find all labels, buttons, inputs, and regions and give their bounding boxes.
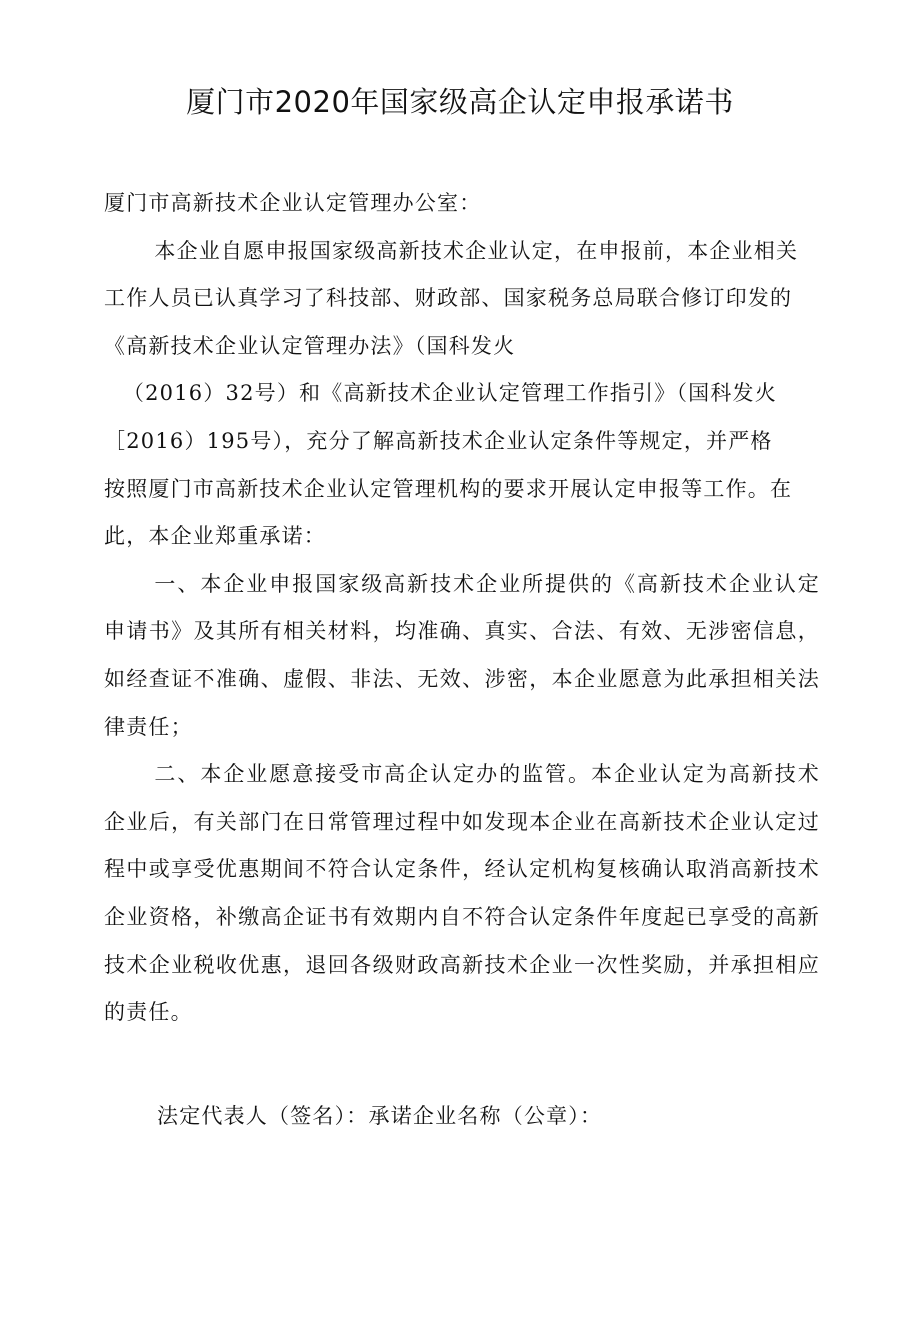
intro-line: 此，本企业郑重承诺： [104,524,326,549]
clause-one: 一、本企业申报国家级高新技术企业所提供的《高新技术企业认定申请书》及其所有相关材料，均准确、真实、合法、有效、无涉密信息，如经查证不准确、虚假、非法、无效、涉密，本企业愿意为此承担相关法律责任； [104,571,820,739]
intro-line: 工作人员已认真学习了科技部、财政部、国家税务总局联合修订印发的 [104,286,793,311]
intro-paragraph [104,228,820,561]
document-body [104,180,820,1037]
intro-line: 《高新技术企业认定管理办法》（国科发火 [104,333,516,358]
intro-line: 按照厦门市高新技术企业认定管理机构的要求开展认定申报等工作。在 [104,476,793,501]
clause-two: 二、本企业愿意接受市高企认定办的监管。本企业认定为高新技术企业后，有关部门在日常管理过程中如发现本企业在高新技术企业认定过程中或享受优惠期间不符合认定条件，经认定机构复核确认取消高新技术企业资格，补缴高企证书有效期内自不符合认定条件年度起已享受的高新技术企业税收优惠，退回各级财政高新技术企业一次性奖励，并承担相应的责任。 [104,762,820,1025]
addressee: 厦门市高新技术企业认定管理办公室： [104,191,482,215]
document-title: 厦门市2020年国家级高企认定申报承诺书 [186,85,734,119]
intro-line: ［2016）195号），充分了解高新技术企业认定条件等规定，并严格 [104,428,773,453]
signature-line: 法定代表人（签名）：承诺企业名称（公章）： [157,1104,603,1128]
intro-line: （2016）32号）和《高新技术企业认定管理工作指引》（国科发火 [122,381,777,406]
intro-line: 本企业自愿申报国家级高新技术企业认定，在申报前，本企业相关 [154,238,799,263]
